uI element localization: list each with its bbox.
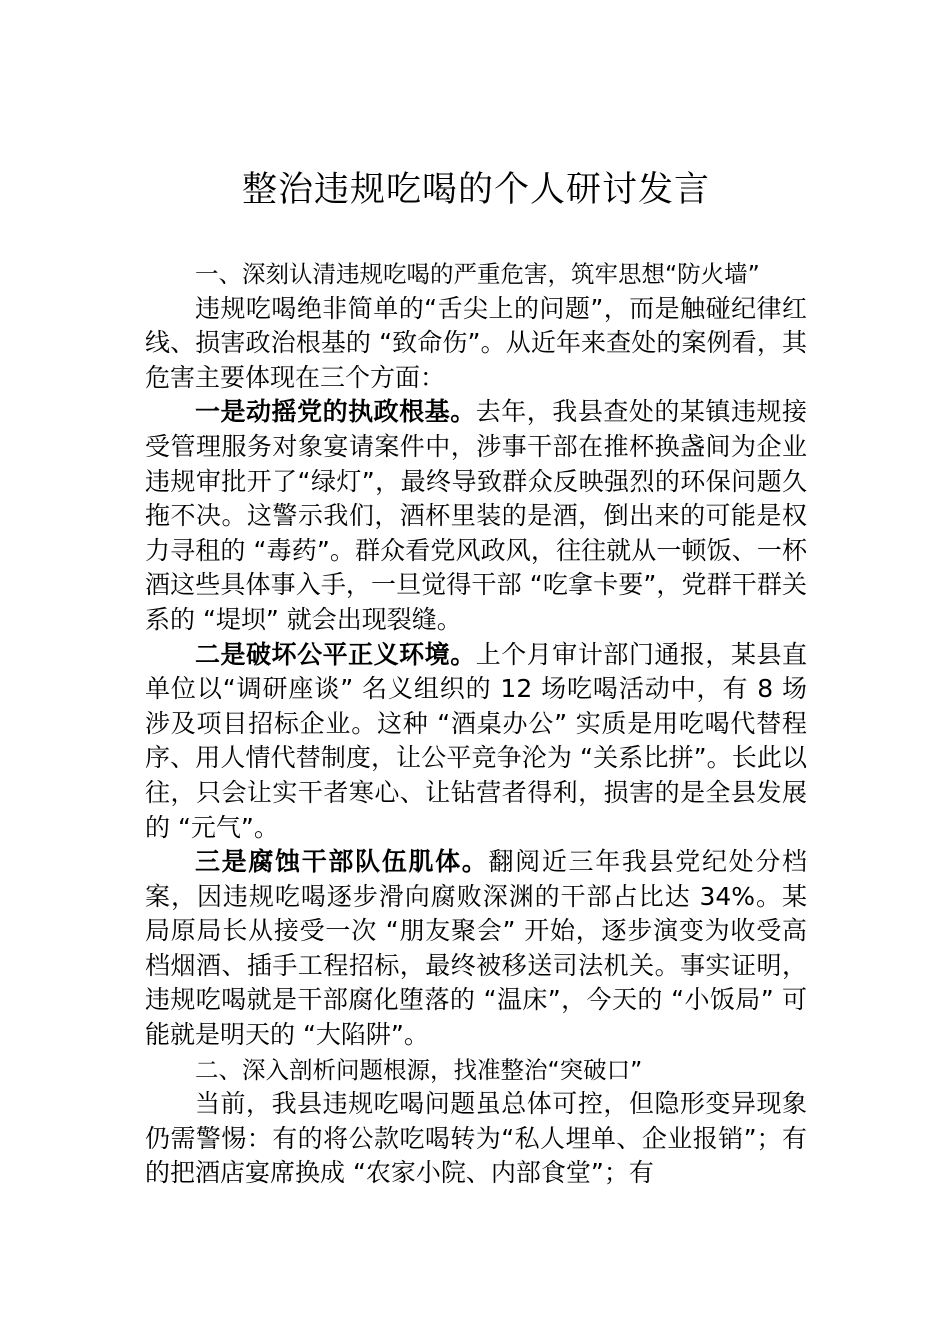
point-2-paragraph: [145, 638, 807, 846]
point-3-lead: 三是腐蚀干部队伍肌体。: [195, 847, 489, 877]
document-body: [145, 257, 807, 1191]
section-1-heading: 一、深刻认清违规吃喝的严重危害，筑牢思想“防火墙”: [195, 260, 760, 288]
document-title: 整治违规吃喝的个人研讨发言: [241, 170, 710, 210]
point-1-lead: 一是动摇党的执政根基。: [195, 397, 476, 427]
point-2-text: 上个月审计部门通报，某县直单位以“调研座谈” 名义组织的 12 场吃喝活动中，有 8 场涉及项目招标企业。这种 “酒桌办公” 实质是用吃喝代替程序、用人情代替制度，让公平竞争沦为 “关系比拼”。长此以往，只会让实干者寒心、让钻营者得利，损害的是全县发展的 “元气”。: [145, 639, 807, 842]
section-2-intro: 当前，我县违规吃喝问题虽总体可控，但隐形变异现象仍需警惕：有的将公款吃喝转为“私人埋单、企业报销”；有的把酒店宴席换成 “农家小院、内部食堂”；有: [145, 1089, 807, 1188]
point-3-paragraph: [145, 845, 807, 1053]
point-1-paragraph: [145, 395, 807, 637]
section-1-intro: 违规吃喝绝非简单的“舌尖上的问题”，而是触碰纪律红线、损害政治根基的 “致命伤”。从近年来查处的案例看，其危害主要体现在三个方面：: [145, 293, 807, 392]
point-3-text: 翻阅近三年我县党纪处分档案，因违规吃喝逐步滑向腐败深渊的干部占比达 34%。某局原局长从接受一次 “朋友聚会” 开始，逐步演变为收受高档烟酒、插手工程招标，最终被移送司法机关。事实证明，违规吃喝就是干部腐化堕落的 “温床”，今天的 “小饭局” 可能就是明天的 “大陷阱”。: [145, 847, 807, 1050]
section-2-heading: 二、深入剖析问题根源，找准整治“突破口”: [195, 1055, 643, 1084]
point-1-text: 去年，我县查处的某镇违规接受管理服务对象宴请案件中，涉事干部在推杯换盏间为企业违规审批开了“绿灯”，最终导致群众反映强烈的环保问题久拖不决。这警示我们，酒杯里装的是酒，倒出来的可能是权力寻租的 “毒药”。群众看党风政风，往往就从一顿饭、一杯酒这些具体事入手，一旦觉得干部 “吃拿卡要”，党群干群关系的 “堤坝” 就会出现裂缝。: [145, 397, 807, 634]
point-2-lead: 二是破坏公平正义环境。: [195, 639, 476, 669]
